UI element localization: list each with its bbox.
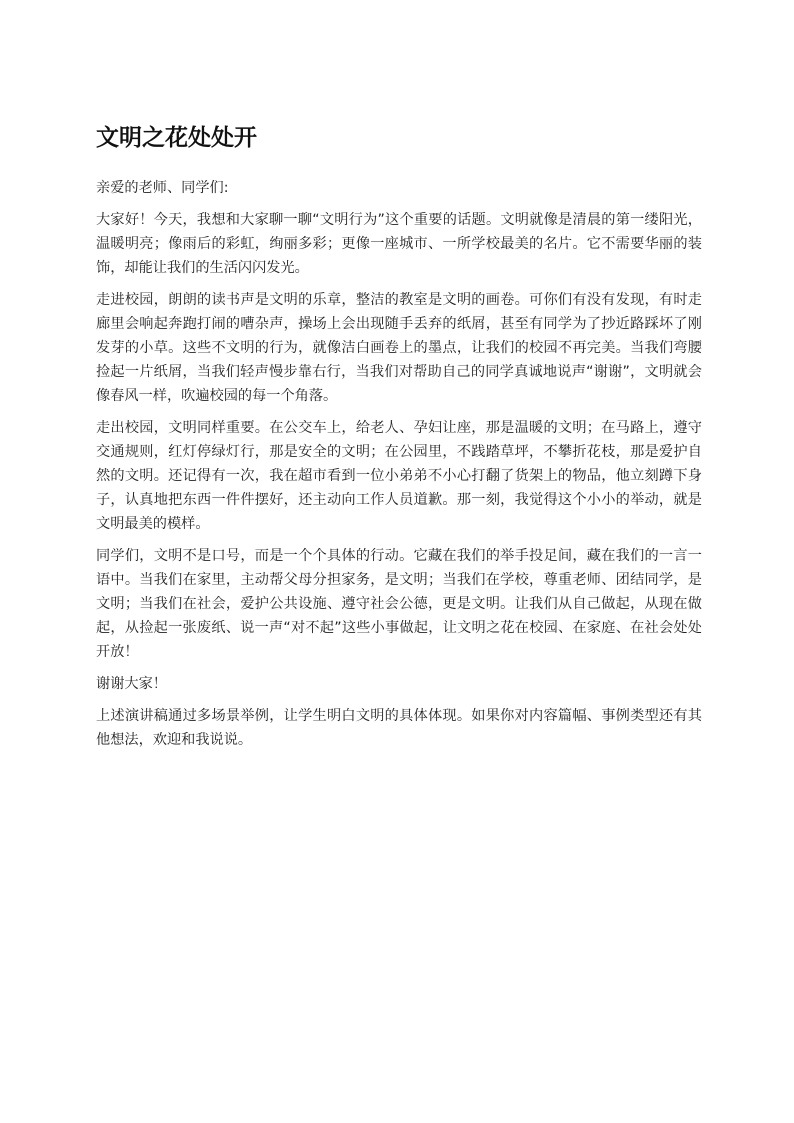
note-paragraph: 上述演讲稿通过多场景举例，让学生明白文明的具体体现。如果你对内容篇幅、事例类型还有其他想法，欢迎和我说说。 xyxy=(96,708,702,748)
conclusion-paragraph: 同学们，文明不是口号，而是一个个具体的行动。它藏在我们的举手投足间，藏在我们的一言一语中。当我们在家里，主动帮父母分担家务，是文明；当我们在学校，尊重老师、团结同学，是文明；当我们在社会，爱护公共设施、遵守社会公德，更是文明。让我们从自己做起，从现在做起，从捡起一张废纸、说一声“对不起”这些小事做起，让文明之花在校园、在家庭、在社会处处开放！ xyxy=(96,548,702,660)
document-page xyxy=(96,120,702,760)
thanks-paragraph: 谢谢大家！ xyxy=(96,676,167,692)
society-paragraph: 走出校园，文明同样重要。在公交车上，给老人、孕妇让座，那是温暖的文明；在马路上，遵守交通规则，红灯停绿灯行，那是安全的文明；在公园里，不践踏草坪，不攀折花枝，那是爱护自然的文明。还记得有一次，我在超市看到一位小弟弟不小心打翻了货架上的物品，他立刻蹲下身子，认真地把东西一件件摆好，还主动向工作人员道歉。那一刻，我觉得这个小小的举动，就是文明最美的模样。 xyxy=(96,420,702,532)
intro-paragraph: 大家好！今天，我想和大家聊一聊“文明行为”这个重要的话题。文明就像是清晨的第一缕阳光，温暖明亮；像雨后的彩虹，绚丽多彩；更像一座城市、一所学校最美的名片。它不需要华丽的装饰，却能让我们的生活闪闪发光。 xyxy=(96,212,702,276)
campus-paragraph: 走进校园，朗朗的读书声是文明的乐章，整洁的教室是文明的画卷。可你们有没有发现，有时走廊里会响起奔跑打闹的嘈杂声，操场上会出现随手丢弃的纸屑，甚至有同学为了抄近路踩坏了刚发芽的小草。这些不文明的行为，就像洁白画卷上的墨点，让我们的校园不再完美。当我们弯腰捡起一片纸屑，当我们轻声慢步靠右行，当我们对帮助自己的同学真诚地说声“谢谢”，文明就会像春风一样，吹遍校园的每一个角落。 xyxy=(96,292,702,404)
greeting-paragraph: 亲爱的老师、同学们: xyxy=(96,180,229,196)
document-title: 文明之花处处开 xyxy=(96,125,257,151)
